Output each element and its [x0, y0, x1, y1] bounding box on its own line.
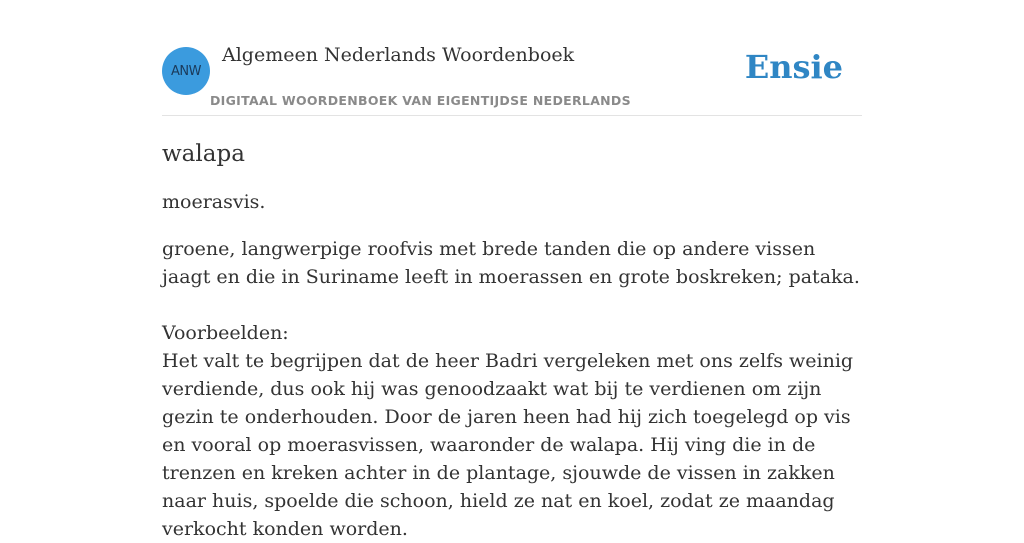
entry-headword: walapa [162, 141, 245, 167]
examples-label: Voorbeelden: [162, 322, 289, 344]
logo-text: ANW [171, 63, 201, 79]
site-subtitle: DIGITAAL WOORDENBOEK VAN EIGENTIJDSE NEDERLANDS [210, 93, 631, 108]
entry-definition: groene, langwerpige roofvis met brede tanden die op andere vissen jaagt en die in Suriname leeft in moerassen en grote boskreken; pataka. [162, 238, 860, 288]
anw-logo[interactable] [162, 47, 210, 95]
entry-content [162, 136, 862, 543]
site-header [162, 0, 862, 116]
ensie-brand-link[interactable]: Ensie [744, 48, 843, 86]
site-title[interactable]: Algemeen Nederlands Woordenboek [222, 44, 575, 66]
entry-short-definition: moerasvis. [162, 191, 266, 213]
example-text: Het valt te begrijpen dat de heer Badri vergeleken met ons zelfs weinig verdiende, dus ook hij was genoodzaakt wat bij te verdienen om zijn gezin te onderhouden. Door de jaren heen had hij zich toegelegd op vis en vooral op moerasvissen, waaronder de walapa. Hij ving die in de trenzen en kreken achter in de plantage, sjouwde de vissen in zakken naar huis, spoelde die schoon, hield ze nat en koel, zodat ze maandag verkocht konden worden. [162, 350, 854, 540]
